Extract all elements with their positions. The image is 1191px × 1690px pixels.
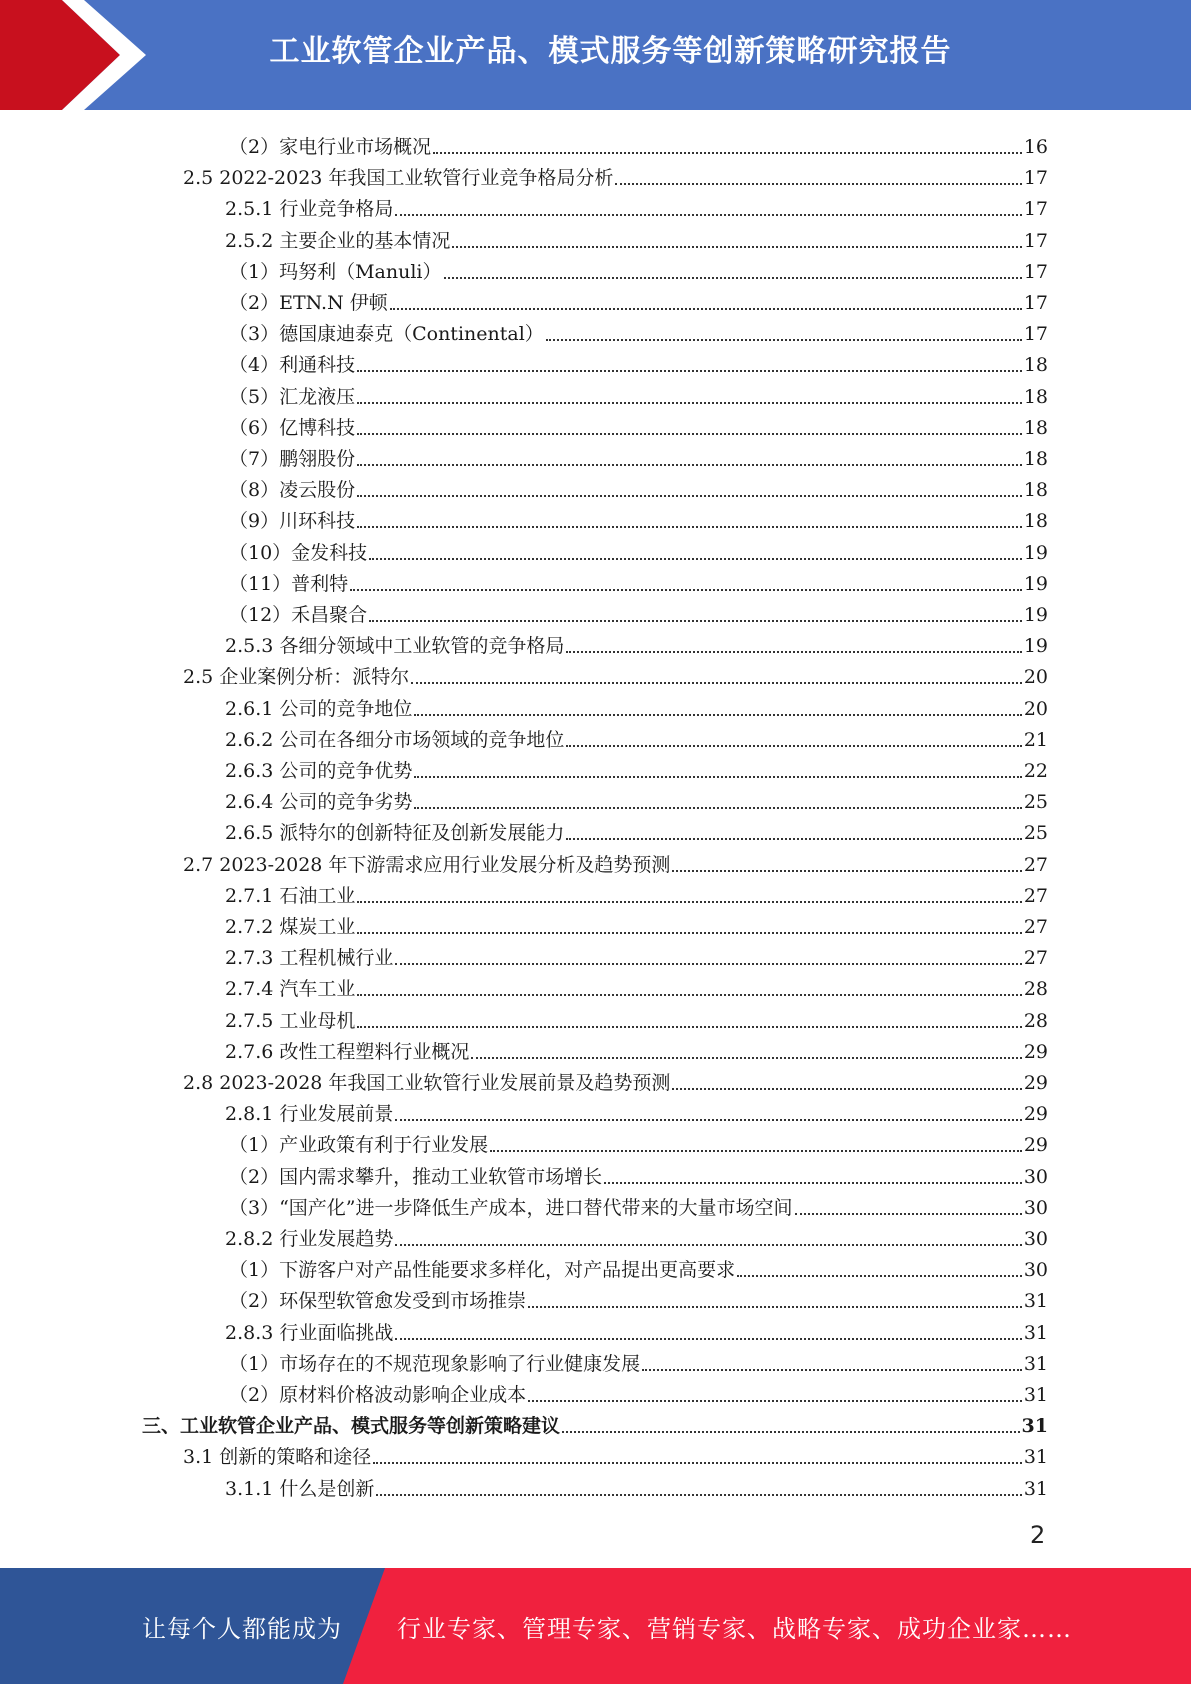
toc-leader-dots — [350, 589, 1022, 591]
toc-entry-title: 2.5.1 行业竞争格局 — [225, 198, 394, 221]
toc-leader-dots — [369, 558, 1022, 560]
toc-leader-dots — [395, 1244, 1021, 1246]
toc-leader-dots — [373, 1462, 1022, 1464]
toc-entry-title: 2.8.3 行业面临挑战 — [225, 1321, 394, 1344]
report-title: 工业软管企业产品、模式服务等创新策略研究报告 — [269, 34, 952, 69]
toc-entry-title: 2.7 2023-2028 年下游需求应用行业发展分析及趋势预测 — [183, 853, 671, 876]
toc-entry-title: 2.6.1 公司的竞争地位 — [225, 697, 413, 720]
toc-leader-dots — [795, 1213, 1022, 1215]
toc-leader-dots — [444, 277, 1022, 279]
toc-entry-title: 2.7.2 煤炭工业 — [225, 916, 356, 938]
toc-entry[interactable] — [229, 408, 1048, 439]
toc-leader-dots — [471, 1057, 1021, 1059]
toc-entry-title: 三、工业软管企业产品、模式服务等创新策略建议 — [142, 1415, 561, 1438]
toc-entry-page: 18 — [1023, 354, 1048, 377]
toc-entry-page: 19 — [1023, 541, 1048, 564]
toc-leader-dots — [414, 714, 1021, 716]
toc-entry-page: 29 — [1023, 1103, 1048, 1126]
toc-entry-title: （1）产业政策有利于行业发展 — [229, 1134, 489, 1157]
toc-entry-title: 2.8.1 行业发展前景 — [225, 1103, 394, 1126]
toc-entry-title: （12）禾昌聚合 — [229, 604, 368, 626]
toc-leader-dots — [369, 620, 1022, 622]
toc-leader-dots — [357, 1026, 1021, 1028]
toc-entry-page: 17 — [1023, 323, 1048, 346]
toc-entry-page: 25 — [1023, 791, 1048, 814]
toc-leader-dots — [672, 870, 1021, 872]
toc-entry[interactable] — [229, 1344, 1048, 1375]
toc-entry-title: 2.5 2022-2023 年我国工业软管行业竞争格局分析 — [183, 167, 614, 190]
toc-entry-title: （1）下游客户对产品性能要求多样化，对产品提出更高要求 — [229, 1259, 736, 1282]
toc-entry-title: （2）ETN.N 伊顿 — [229, 292, 388, 314]
toc-leader-dots — [357, 433, 1022, 435]
toc-entry[interactable] — [229, 345, 1048, 376]
toc-entry[interactable] — [229, 470, 1048, 501]
toc-leader-dots — [357, 932, 1021, 934]
toc-entry[interactable] — [142, 1406, 1048, 1437]
toc-entry[interactable] — [229, 1250, 1048, 1281]
toc-entry-title: （3）“国产化”进一步降低生产成本，进口替代带来的大量市场空间 — [229, 1196, 793, 1219]
toc-leader-dots — [528, 1306, 1022, 1308]
toc-entry[interactable] — [225, 969, 1048, 1000]
toc-entry[interactable] — [229, 1281, 1048, 1312]
toc-entry-title: （11）普利特 — [229, 572, 349, 595]
toc-entry-page: 22 — [1023, 760, 1048, 782]
toc-entry-page: 29 — [1023, 1040, 1048, 1063]
toc-entry-title: 2.5.2 主要企业的基本情况 — [225, 229, 451, 252]
toc-entry-page: 16 — [1023, 136, 1048, 158]
toc-entry[interactable] — [229, 1157, 1048, 1188]
toc-entry-title: （2）家电行业市场概况 — [229, 136, 432, 158]
toc-leader-dots — [357, 370, 1022, 372]
toc-entry-title: （4）利通科技 — [229, 354, 356, 377]
toc-entry[interactable] — [225, 782, 1048, 813]
toc-entry-page: 19 — [1023, 604, 1048, 626]
toc-entry-page: 17 — [1023, 167, 1048, 190]
toc-entry-page: 31 — [1023, 1446, 1048, 1469]
toc-leader-dots — [566, 745, 1021, 747]
toc-entry[interactable] — [229, 533, 1048, 564]
toc-leader-dots — [672, 1088, 1021, 1090]
toc-entry-page: 30 — [1023, 1228, 1048, 1250]
toc-leader-dots — [452, 246, 1021, 248]
report-footer — [0, 1568, 1191, 1684]
toc-entry-title: （6）亿博科技 — [229, 416, 356, 439]
toc-entry[interactable] — [229, 501, 1048, 532]
toc-entry[interactable] — [229, 1125, 1048, 1156]
toc-leader-dots — [357, 402, 1022, 404]
toc-leader-dots — [357, 994, 1021, 996]
toc-entry[interactable] — [229, 1375, 1048, 1406]
toc-entry-title: 2.7.3 工程机械行业 — [225, 947, 394, 970]
toc-entry-title: （7）鹏翎股份 — [229, 448, 356, 470]
toc-entry-title: 2.7.4 汽车工业 — [225, 978, 356, 1001]
toc-entry[interactable] — [225, 1219, 1048, 1250]
toc-entry-page: 25 — [1023, 822, 1048, 845]
toc-leader-dots — [395, 1119, 1021, 1121]
toc-entry[interactable] — [225, 751, 1048, 782]
toc-entry-page: 20 — [1023, 666, 1048, 689]
toc-entry[interactable] — [225, 189, 1048, 220]
toc-entry-page: 31 — [1023, 1352, 1048, 1375]
toc-entry-page: 19 — [1023, 572, 1048, 595]
toc-entry-title: 2.5.3 各细分领域中工业软管的竞争格局 — [225, 635, 565, 658]
toc-leader-dots — [395, 214, 1021, 216]
toc-entry[interactable] — [183, 1437, 1048, 1468]
toc-leader-dots — [546, 339, 1022, 341]
toc-entry-page: 17 — [1023, 292, 1048, 314]
toc-leader-dots — [395, 1338, 1021, 1340]
toc-entry[interactable] — [229, 252, 1048, 283]
toc-entry-page: 27 — [1023, 853, 1048, 876]
toc-entry[interactable] — [229, 1188, 1048, 1219]
toc-entry-page: 29 — [1023, 1072, 1048, 1094]
toc-entry-title: 2.8.2 行业发展趋势 — [225, 1228, 394, 1250]
toc-entry[interactable] — [183, 845, 1048, 876]
toc-entry[interactable] — [183, 657, 1048, 688]
toc-entry-title: （9）川环科技 — [229, 510, 356, 533]
toc-entry-page: 18 — [1023, 448, 1048, 470]
toc-entry-page: 17 — [1023, 260, 1048, 283]
toc-entry-page: 31 — [1023, 1290, 1048, 1313]
toc-entry-page: 18 — [1023, 385, 1048, 408]
toc-entry-page: 29 — [1023, 1134, 1048, 1157]
toc-entry[interactable] — [229, 595, 1048, 626]
toc-leader-dots — [414, 807, 1021, 809]
toc-leader-dots — [357, 495, 1022, 497]
toc-entry-title: （1）市场存在的不规范现象影响了行业健康发展 — [229, 1352, 641, 1375]
toc-entry[interactable] — [229, 314, 1048, 345]
toc-entry[interactable] — [229, 439, 1048, 470]
toc-leader-dots — [357, 464, 1022, 466]
toc-entry-page: 31 — [1021, 1415, 1048, 1438]
toc-entry[interactable] — [229, 283, 1048, 314]
toc-entry-page: 28 — [1023, 1009, 1048, 1032]
toc-entry-page: 30 — [1023, 1165, 1048, 1188]
toc-entry[interactable] — [225, 907, 1048, 938]
toc-entry-page: 30 — [1023, 1196, 1048, 1219]
toc-leader-dots — [604, 1182, 1022, 1184]
toc-entry-title: 2.6.3 公司的竞争优势 — [225, 760, 413, 782]
toc-entry[interactable] — [229, 127, 1048, 158]
toc-entry-page: 31 — [1023, 1477, 1048, 1500]
toc-entry-page: 17 — [1023, 229, 1048, 252]
toc-entry-title: （2）原材料价格波动影响企业成本 — [229, 1384, 527, 1406]
toc-leader-dots — [357, 901, 1021, 903]
toc-leader-dots — [566, 838, 1021, 840]
toc-entry-page: 28 — [1023, 978, 1048, 1001]
toc-entry-page: 18 — [1023, 416, 1048, 439]
toc-entry[interactable] — [225, 626, 1048, 657]
toc-leader-dots — [642, 1369, 1022, 1371]
toc-entry-title: （1）玛努利（Manuli） — [229, 260, 442, 283]
toc-entry-page: 20 — [1023, 697, 1048, 720]
toc-entry[interactable] — [225, 1094, 1048, 1125]
toc-leader-dots — [376, 1494, 1021, 1496]
toc-entry-page: 21 — [1023, 728, 1048, 751]
report-header — [0, 0, 1191, 110]
toc-entry[interactable] — [225, 221, 1048, 252]
toc-entry-title: （2）国内需求攀升，推动工业软管市场增长 — [229, 1165, 603, 1188]
toc-entry[interactable] — [183, 1063, 1048, 1094]
toc-entry-title: 3.1.1 什么是创新 — [225, 1477, 375, 1500]
toc-entry[interactable] — [229, 377, 1048, 408]
toc-leader-dots — [566, 651, 1021, 653]
toc-leader-dots — [357, 526, 1022, 528]
toc-leader-dots — [390, 308, 1022, 310]
toc-entry[interactable] — [225, 1032, 1048, 1063]
toc-leader-dots — [615, 183, 1021, 185]
footer-slogan-left: 让每个人都能成为 — [142, 1615, 342, 1643]
toc-entry-title: （10）金发科技 — [229, 541, 368, 564]
toc-leader-dots — [411, 682, 1022, 684]
toc-entry-page: 30 — [1023, 1259, 1048, 1282]
page-number: 2 — [1030, 1521, 1046, 1549]
toc-entry-title: （3）德国康迪泰克（Continental） — [229, 323, 544, 346]
toc-entry-page: 18 — [1023, 479, 1048, 502]
toc-entry-page: 27 — [1023, 884, 1048, 907]
toc-entry-title: 2.8 2023-2028 年我国工业软管行业发展前景及趋势预测 — [183, 1072, 671, 1094]
toc-entry[interactable] — [225, 689, 1048, 720]
toc-entry[interactable] — [225, 1469, 1048, 1500]
toc-entry-title: 2.7.5 工业母机 — [225, 1009, 356, 1032]
toc-entry-page: 17 — [1023, 198, 1048, 221]
toc-leader-dots — [737, 1275, 1022, 1277]
toc-entry-title: 2.5 企业案例分析：派特尔 — [183, 666, 410, 689]
footer-slogan-right: 行业专家、管理专家、营销专家、战略专家、成功企业家…… — [397, 1615, 1072, 1643]
toc-entry-page: 31 — [1023, 1384, 1048, 1406]
toc-entry[interactable] — [225, 1001, 1048, 1032]
toc-leader-dots — [528, 1400, 1022, 1402]
toc-leader-dots — [562, 1431, 1020, 1433]
toc-leader-dots — [395, 963, 1021, 965]
toc-entry-title: 2.7.1 石油工业 — [225, 884, 356, 907]
toc-entry[interactable] — [183, 158, 1048, 189]
toc-entry[interactable] — [225, 876, 1048, 907]
toc-leader-dots — [433, 152, 1022, 154]
toc-entry-page: 19 — [1023, 635, 1048, 658]
toc-entry-title: （2）环保型软管愈发受到市场推崇 — [229, 1290, 527, 1313]
toc-leader-dots — [490, 1150, 1022, 1152]
toc-entry-title: 2.6.4 公司的竞争劣势 — [225, 791, 413, 814]
toc-entry-page: 27 — [1023, 916, 1048, 938]
toc-entry-title: （5）汇龙液压 — [229, 385, 356, 408]
toc-leader-dots — [414, 776, 1021, 778]
toc-entry-title: 2.7.6 改性工程塑料行业概况 — [225, 1040, 470, 1063]
toc-entry-title: 3.1 创新的策略和途径 — [183, 1446, 372, 1469]
toc-entry-title: 2.6.2 公司在各细分市场领域的竞争地位 — [225, 728, 565, 751]
toc-entry-page: 31 — [1023, 1321, 1048, 1344]
toc-entry-title: 2.6.5 派特尔的创新特征及创新发展能力 — [225, 822, 565, 845]
toc-entry[interactable] — [225, 938, 1048, 969]
toc-entry[interactable] — [225, 813, 1048, 844]
toc-entry-page: 18 — [1023, 510, 1048, 533]
toc-entry[interactable] — [225, 720, 1048, 751]
toc-entry-page: 27 — [1023, 947, 1048, 970]
toc-entry[interactable] — [225, 1313, 1048, 1344]
toc-entry[interactable] — [229, 564, 1048, 595]
toc-entry-title: （8）凌云股份 — [229, 479, 356, 502]
